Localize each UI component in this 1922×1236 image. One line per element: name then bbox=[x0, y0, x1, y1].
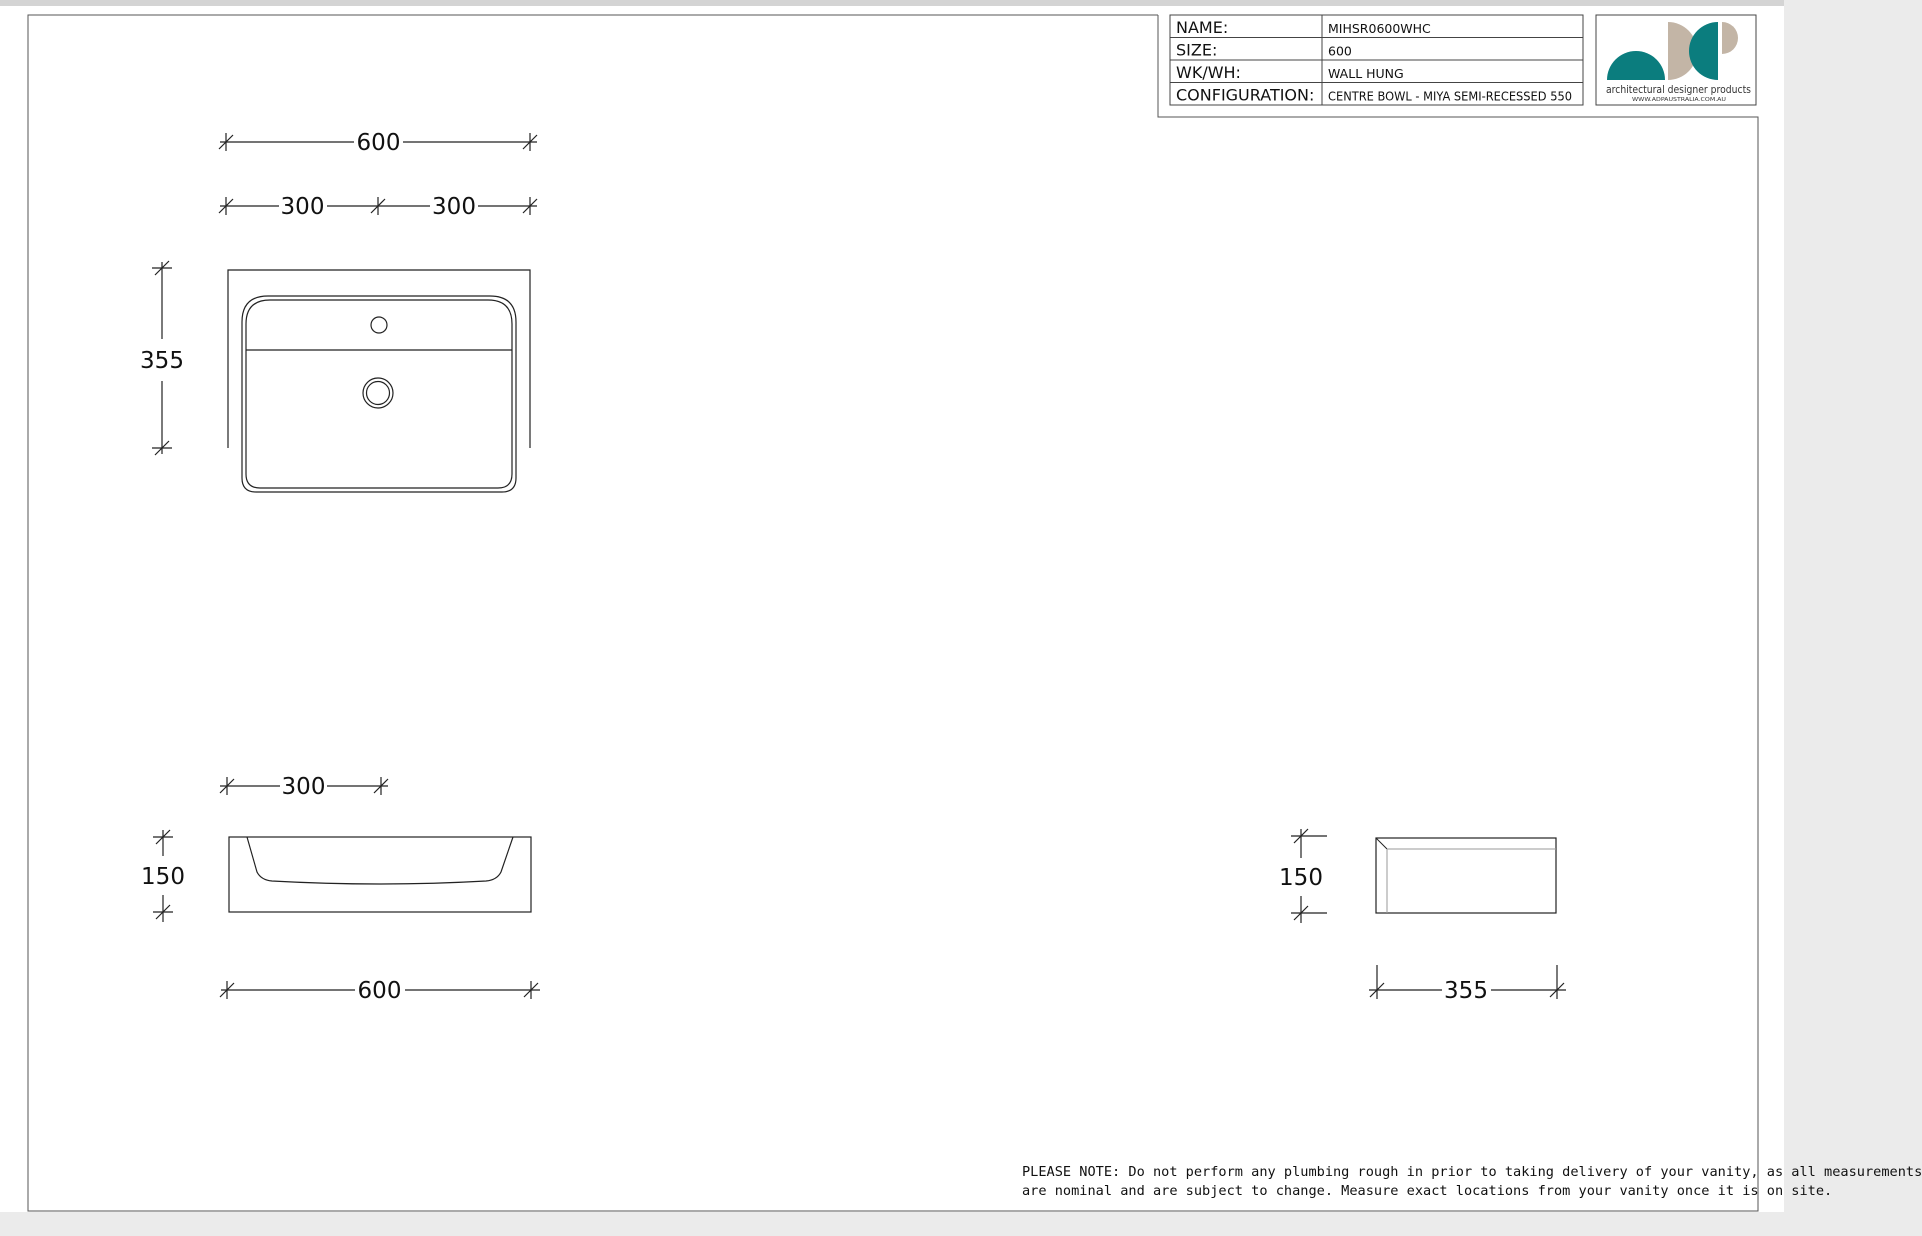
title-value-configuration: CENTRE BOWL - MIYA SEMI-RECESSED 550 bbox=[1328, 88, 1573, 104]
front-basin-outline bbox=[229, 837, 531, 912]
plan-width-label: 600 bbox=[356, 130, 401, 156]
plan-depth-label: 355 bbox=[140, 348, 184, 374]
front-width-label: 600 bbox=[357, 978, 402, 1004]
plan-half-dimensions bbox=[219, 197, 537, 215]
plan-basin-outline bbox=[228, 270, 530, 492]
tap-hole bbox=[371, 317, 387, 333]
logo-tagline: architectural designer products bbox=[1606, 84, 1751, 96]
adp-logo bbox=[1606, 22, 1751, 103]
plumbing-note-line-2: are nominal and are subject to change. Measure exact locations from your vanity once it is on site. bbox=[1022, 1183, 1833, 1199]
plan-right-half-label: 300 bbox=[432, 194, 476, 220]
title-label-configuration: CONFIGURATION: bbox=[1176, 85, 1315, 105]
title-label-wkwh: WK/WH: bbox=[1176, 63, 1241, 82]
plumbing-note-line-1: PLEASE NOTE: Do not perform any plumbing rough in prior to taking delivery of your vanity, as all measurements bbox=[1022, 1164, 1922, 1180]
logo-p-tab bbox=[1722, 22, 1738, 54]
logo-p-bowl bbox=[1689, 22, 1718, 80]
bottom-edge-shade bbox=[0, 1212, 1784, 1236]
logo-url: WWW.ADPAUSTRALIA.COM.AU bbox=[1632, 97, 1727, 103]
front-height-label: 150 bbox=[141, 864, 185, 890]
plumbing-note bbox=[1022, 1163, 1922, 1201]
title-label-size: SIZE: bbox=[1176, 40, 1218, 60]
waste-outlet-outer bbox=[363, 378, 393, 408]
side-basin-outline bbox=[1376, 838, 1556, 913]
title-value-name: MIHSR0600WHC bbox=[1328, 21, 1431, 36]
front-view bbox=[153, 777, 540, 999]
side-height-label: 150 bbox=[1279, 865, 1323, 891]
title-label-name: NAME: bbox=[1176, 18, 1229, 37]
title-value-wkwh: WALL HUNG bbox=[1328, 66, 1404, 81]
plan-view bbox=[152, 133, 537, 492]
top-edge-shade bbox=[0, 0, 1784, 6]
side-depth-label: 355 bbox=[1444, 978, 1488, 1004]
plan-left-half-label: 300 bbox=[280, 194, 325, 220]
front-centre-label: 300 bbox=[281, 774, 326, 800]
logo-a-shape bbox=[1607, 51, 1665, 80]
side-view bbox=[1291, 829, 1566, 999]
waste-outlet-inner bbox=[367, 382, 390, 405]
title-value-size: 600 bbox=[1328, 43, 1352, 59]
